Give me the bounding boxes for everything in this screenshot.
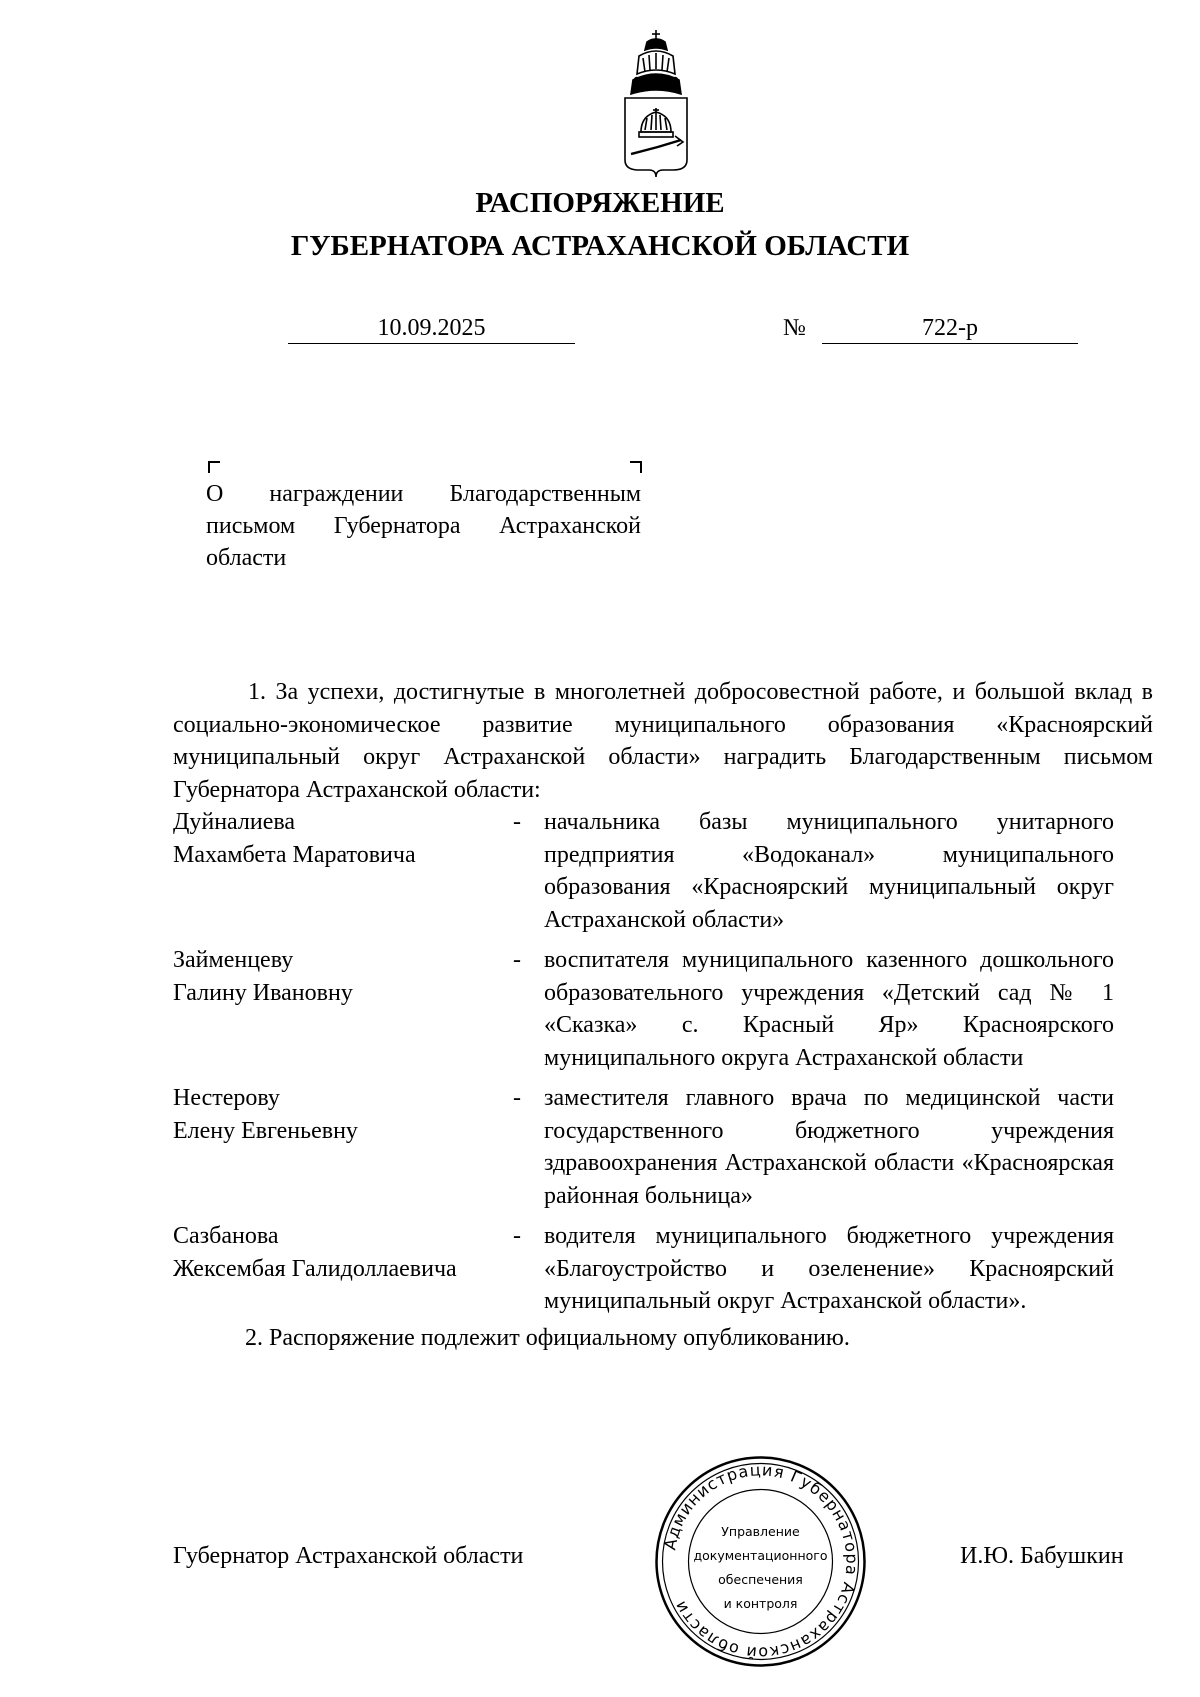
awardee-given-name: Елену Евгеньевну: [173, 1117, 358, 1144]
awardee-position: заместителя главного врача по медицинской части государственного бюджетного учреждения здравоохранения Астраханской области «Красноярская районная больница»: [544, 1085, 1114, 1209]
awardee-given-name: Жексембая Галидоллаевича: [173, 1255, 457, 1282]
coat-of-arms-emblem: [617, 28, 695, 178]
signatory-name: И.Ю. Бабушкин: [960, 1543, 1124, 1569]
stamp-center-line: документационного: [693, 1548, 828, 1563]
awardee-row: [173, 944, 1153, 1074]
stamp-center-line: и контроля: [723, 1596, 798, 1611]
document-title: РАСПОРЯЖЕНИЕ: [475, 187, 725, 219]
document-issuer: ГУБЕРНАТОРА АСТРАХАНСКОЙ ОБЛАСТИ: [290, 230, 910, 262]
stamp-center-line: Управление: [721, 1524, 800, 1539]
stamp-ring-text: Администрация Губернатора Астраханской области: [660, 1460, 862, 1663]
document-date: 10.09.2025: [288, 313, 575, 344]
award-clause: 1. За успехи, достигнутые в многолетней добросовестной работе, и большой вклад в социально-экономическое развитие муниципального образования «Красноярский муниципальный округ Астраханской области» наградить Благодарственным письмом Губернатора Астраханской области:: [173, 679, 1153, 803]
awardee-dash: -: [513, 1223, 521, 1249]
awardee-position: начальника базы муниципального унитарного предприятия «Водоканал» муниципального образования «Красноярский муниципальный округ Астраханской области»: [544, 809, 1114, 933]
document-number: 722-р: [822, 313, 1078, 344]
number-sign: №: [783, 315, 806, 341]
awardee-row: [173, 1082, 1153, 1212]
awardee-row: [173, 1220, 1153, 1318]
awardee-surname: Дуйналиева: [173, 809, 296, 835]
awardee-surname: Займенцеву: [173, 947, 294, 973]
awardee-given-name: Галину Ивановну: [173, 979, 353, 1006]
awardee-row: [173, 806, 1153, 936]
awardee-surname: Нестерову: [173, 1085, 280, 1111]
signatory-position: Губернатор Астраханской области: [173, 1543, 524, 1569]
official-stamp: [653, 1454, 868, 1669]
awardee-surname: Сазбанова: [173, 1223, 279, 1249]
subject-bracket-left: [208, 461, 220, 473]
subject-bracket-right: [630, 461, 642, 473]
awardee-dash: -: [513, 947, 521, 973]
awardee-position: воспитателя муниципального казенного дошкольного образовательного учреждения «Детский сад № 1 «Сказка» с. Красный Яр» Красноярского муниципального округа Астраханской области: [544, 947, 1114, 1071]
awardee-dash: -: [513, 1085, 521, 1111]
awardee-dash: -: [513, 809, 521, 835]
document-subject: О награждении Благодарственным письмом Губернатора Астраханской области: [206, 481, 641, 571]
awardee-position: водителя муниципального бюджетного учреждения «Благоустройство и озеленение» Красноярский муниципальный округ Астраханской области».: [544, 1223, 1114, 1314]
awardee-given-name: Махамбета Маратовича: [173, 841, 416, 868]
publication-clause: 2. Распоряжение подлежит официальному опубликованию.: [245, 1324, 850, 1351]
stamp-center-line: обеспечения: [718, 1572, 803, 1587]
document-body: [173, 676, 1153, 1354]
